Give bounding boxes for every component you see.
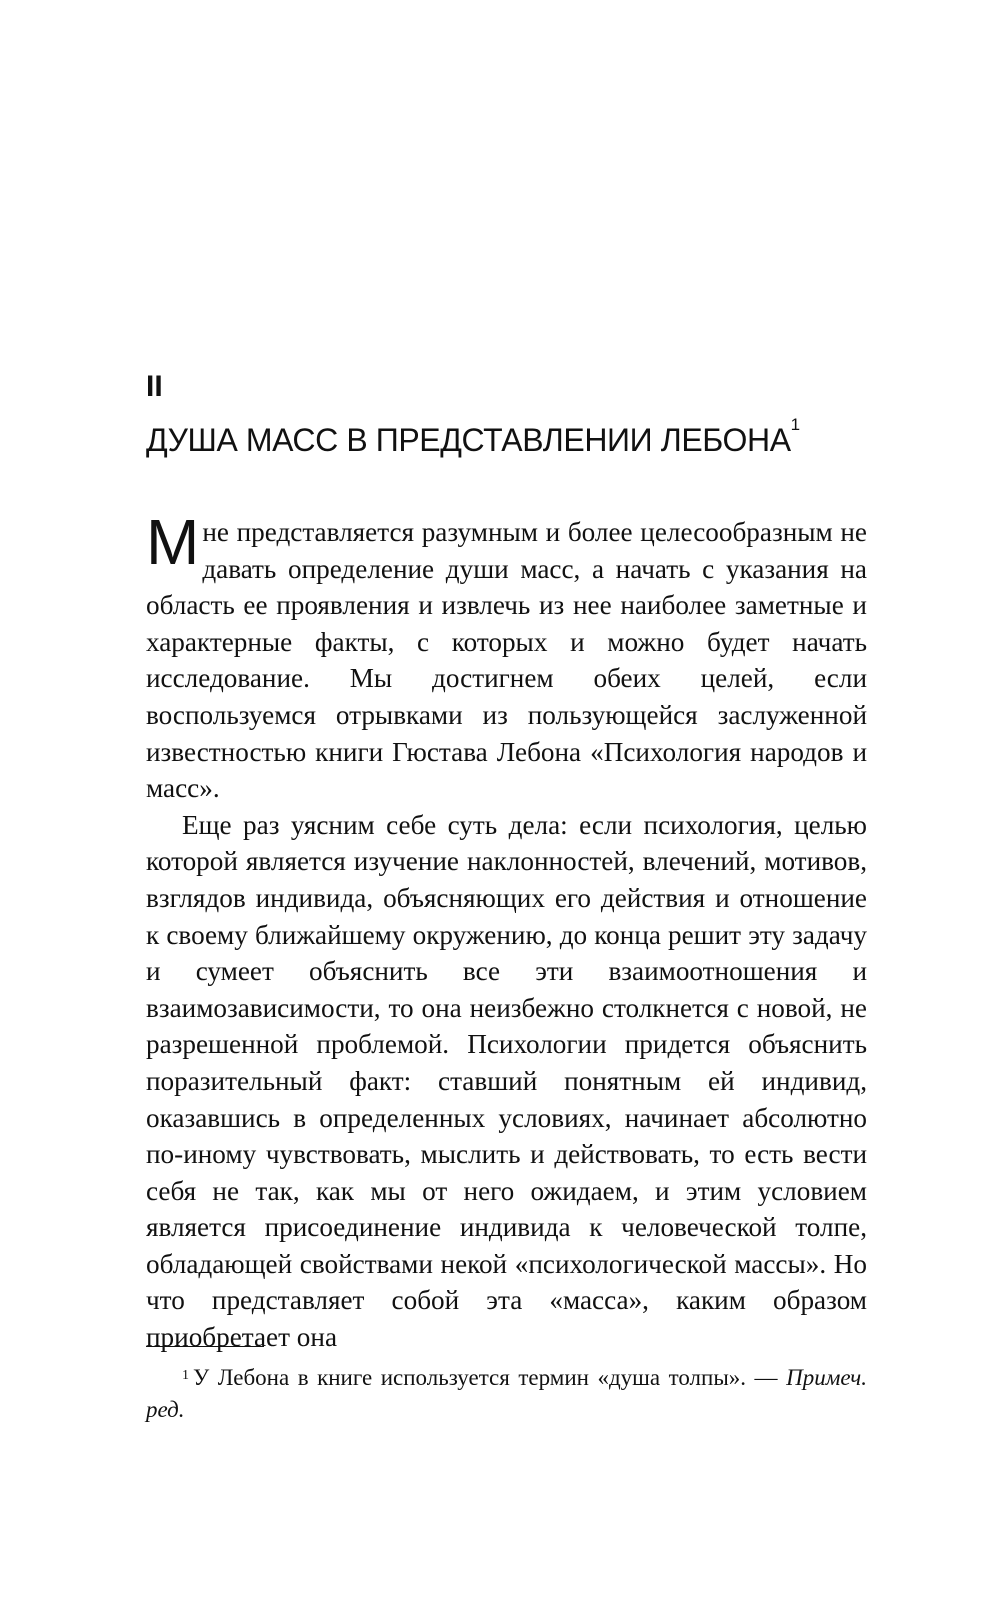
paragraph-2-text: Еще раз уясним себе суть дела: если психология, целью которой является изучение наклонностей, влечений, мотивов, взглядов индивида, объясняющих его действия и отношение к своему ближайшему окружению, до конца решит эту задачу и сумеет объяснить все эти взаимоотношения и взаимозависимости, то она неизбежно столкнется с новой, не разрешенной проблемой. Психологии придется объяснить поразительный факт: ставший понятным ей индивид, оказавшись в определенных условиях, начинает абсолютно по-иному чувствовать, мыслить и действовать, то есть вести себя не так, как мы от него ожидаем, и этим условием является присоединение индивида к человеческой толпе, обладающей свойствами некой «психологической массы». Но что представляет собой эта «масса», каким образом приобретает она (146, 809, 867, 1353)
paragraph (146, 506, 867, 807)
drop-cap: М (146, 506, 200, 578)
chapter-number: II (146, 370, 163, 403)
paragraph-1-text: не представляется разумным и более целесообразным не давать определение души масс, а начать с указания на область ее проявления и извлечь из нее наиболее заметные и характерные факты, с которых и можно будет начать исследование. Мы достигнем обеих целей, если воспользуемся отрывками из пользующейся заслуженной известностью книги Гюстава Лебона «Психология народов и масс». (146, 517, 867, 804)
footnote (146, 1362, 867, 1426)
body-text (146, 506, 867, 1356)
footnote-reference[interactable]: 1 (790, 415, 800, 434)
chapter-title-text: ДУША МАСС В ПРЕДСТАВЛЕНИИ ЛЕБОНА (146, 422, 791, 458)
paragraph (146, 807, 867, 1356)
footnote-editor-note: Примеч. ред. (146, 1365, 867, 1422)
chapter-title (146, 415, 800, 460)
footnote-divider (146, 1346, 264, 1347)
footnote-text: У Лебона в книге используется термин «душа толпы». — (193, 1365, 787, 1390)
footnote-marker: 1 (182, 1368, 189, 1383)
